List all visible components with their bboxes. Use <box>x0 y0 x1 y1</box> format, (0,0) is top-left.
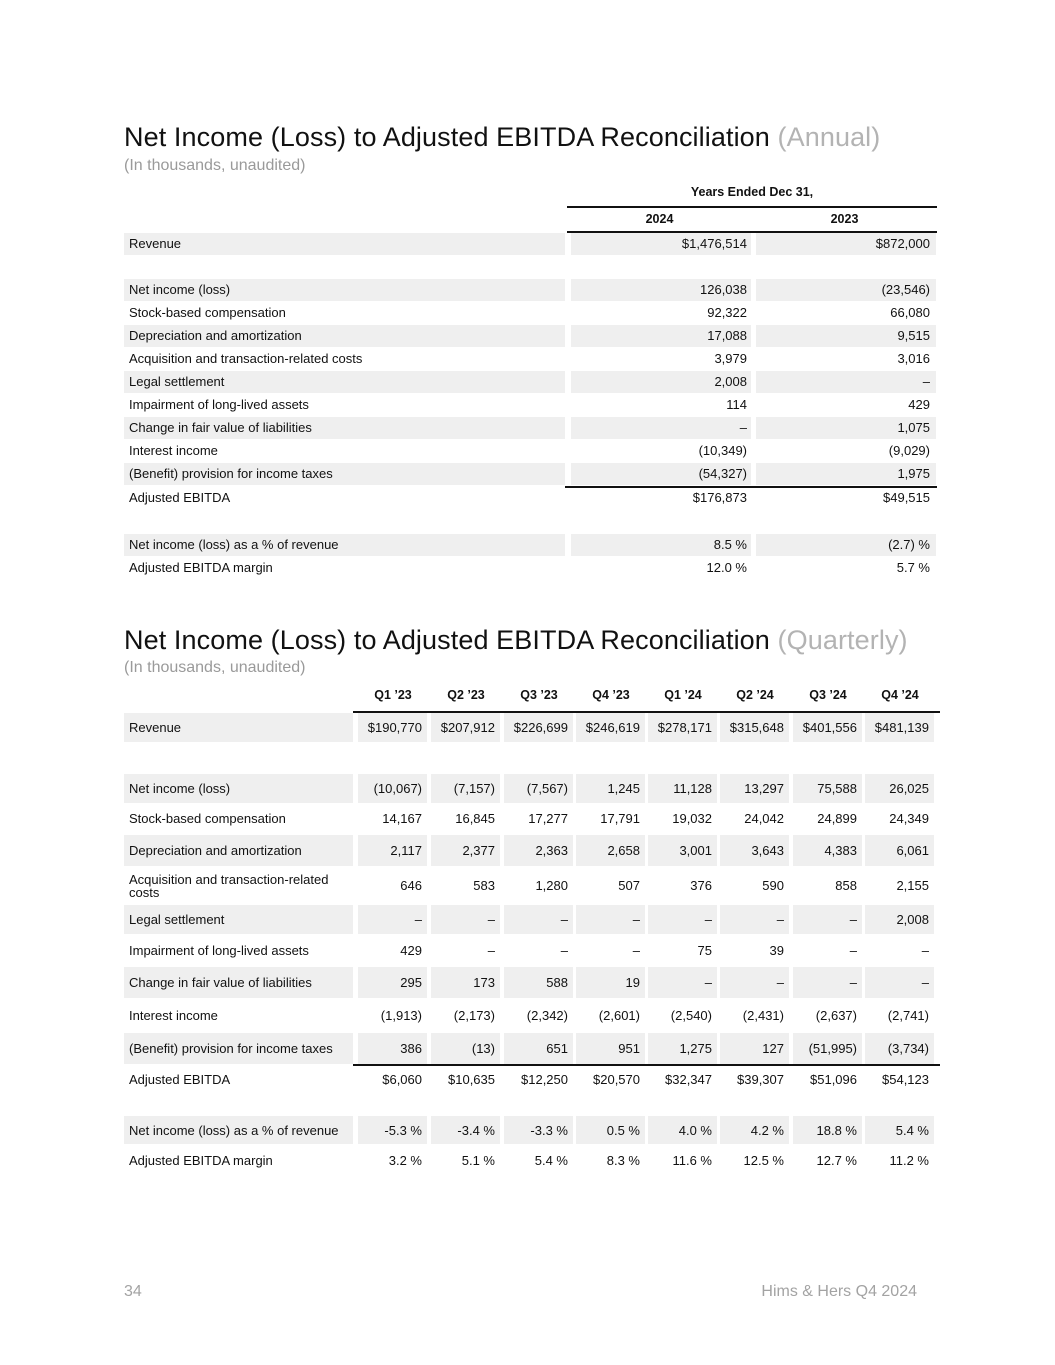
row-value: 588 <box>504 967 573 998</box>
row-value: $1,476,514 <box>571 233 751 255</box>
row-value: (23,546) <box>756 279 936 301</box>
row-value: 9,515 <box>756 325 936 347</box>
row-value: (51,995) <box>793 1033 862 1064</box>
row-label: Impairment of long-lived assets <box>129 397 309 412</box>
row-label: Stock-based compensation <box>129 811 286 826</box>
row-label: Adjusted EBITDA <box>129 1071 231 1087</box>
table-row <box>124 905 940 934</box>
footer-brand: Hims & Hers Q4 2024 <box>761 1283 917 1300</box>
row-value: 126,038 <box>571 279 751 301</box>
row-label: Legal settlement <box>124 371 565 393</box>
row-label: Depreciation and amortization <box>124 835 353 866</box>
row-value: 14,167 <box>382 811 422 826</box>
row-value: – <box>358 905 427 934</box>
table-row <box>124 348 936 371</box>
row-value: 92,322 <box>707 305 747 320</box>
table-row <box>124 534 936 557</box>
row-value: $278,171 <box>648 713 717 742</box>
row-value: 8.3 % <box>606 1152 640 1168</box>
row-label: Adjusted EBITDA margin <box>129 560 273 575</box>
row-value: – <box>431 905 500 934</box>
row-value: – <box>756 371 936 393</box>
row-value: 429 <box>908 397 930 412</box>
row-value: -3.4 % <box>431 1116 500 1144</box>
row-value: $226,699 <box>504 713 573 742</box>
row-value: 13,297 <box>720 774 789 803</box>
row-value: 12.5 % <box>743 1152 784 1168</box>
row-value: $401,556 <box>793 713 862 742</box>
table-row <box>124 1033 940 1064</box>
annual-col-2024: 2024 <box>645 212 674 226</box>
row-value: 295 <box>358 967 427 998</box>
row-value: $176,873 <box>692 490 747 505</box>
row-value: 3.2 % <box>388 1152 422 1168</box>
row-value: 75,588 <box>793 774 862 803</box>
row-value: (2,601) <box>598 1008 640 1023</box>
annual-col-2023: 2023 <box>830 212 859 226</box>
table-row <box>124 279 936 302</box>
row-value: $54,123 <box>882 1071 929 1087</box>
row-value: 858 <box>835 878 857 893</box>
row-value: $49,515 <box>883 490 930 505</box>
row-value: 1,245 <box>576 774 645 803</box>
annual-title <box>124 122 880 153</box>
row-value: 5.1 % <box>461 1152 495 1168</box>
annual-subtitle: (In thousands, unaudited) <box>124 157 306 174</box>
row-value: 1,275 <box>648 1033 717 1064</box>
row-value: (2,342) <box>526 1008 568 1023</box>
row-value: (2,431) <box>742 1008 784 1023</box>
row-value: 3,016 <box>897 351 930 366</box>
row-value: 1,075 <box>756 417 936 439</box>
quarterly-col-header: Q1 ’23 <box>374 688 412 702</box>
table-row <box>124 713 940 742</box>
row-label: Change in fair value of liabilities <box>124 417 565 439</box>
row-value: 6,061 <box>865 835 934 866</box>
row-value: – <box>793 967 862 998</box>
row-value: – <box>720 967 789 998</box>
table-row <box>124 1000 940 1031</box>
page-number: 34 <box>124 1283 142 1300</box>
row-label: Revenue <box>124 233 565 255</box>
annual-period-header: Years Ended Dec 31, <box>690 185 814 199</box>
row-label: (Benefit) provision for income taxes <box>124 1033 353 1064</box>
quarterly-col-header: Q3 ’24 <box>809 688 847 702</box>
row-value: 17,791 <box>600 811 640 826</box>
row-value: (13) <box>431 1033 500 1064</box>
row-label: Change in fair value of liabilities <box>124 967 353 998</box>
row-value: – <box>632 943 640 958</box>
row-value: 590 <box>762 878 784 893</box>
row-value: – <box>487 943 495 958</box>
row-label: Interest income <box>129 1008 218 1023</box>
row-label: Adjusted EBITDA <box>129 490 231 505</box>
row-label: Revenue <box>124 713 353 742</box>
quarterly-col-header: Q1 ’24 <box>664 688 702 702</box>
annual-header-rule <box>567 206 937 208</box>
row-value: (1,913) <box>380 1008 422 1023</box>
table-row <box>124 302 936 325</box>
row-value: $190,770 <box>358 713 427 742</box>
row-label: Net income (loss) as a % of revenue <box>124 1116 353 1144</box>
row-label: Legal settlement <box>124 905 353 934</box>
row-value: 1,280 <box>535 878 568 893</box>
row-value: 4.0 % <box>648 1116 717 1144</box>
row-value: $481,139 <box>865 713 934 742</box>
row-label: Net income (loss) <box>124 279 565 301</box>
row-value: 386 <box>358 1033 427 1064</box>
row-value: – <box>648 905 717 934</box>
row-value: 429 <box>400 943 422 958</box>
quarterly-col-header: Q2 ’23 <box>447 688 485 702</box>
row-value: $246,619 <box>576 713 645 742</box>
row-value: 4,383 <box>793 835 862 866</box>
row-value: 8.5 % <box>571 534 751 556</box>
row-label: Stock-based compensation <box>129 305 286 320</box>
row-value: -5.3 % <box>358 1116 427 1144</box>
quarterly-col-header: Q4 ’23 <box>592 688 630 702</box>
row-value: $6,060 <box>382 1071 422 1087</box>
table-row <box>124 1146 940 1174</box>
table-row <box>124 1116 940 1144</box>
row-value: 4.2 % <box>720 1116 789 1144</box>
row-value: (2,173) <box>453 1008 495 1023</box>
row-value: – <box>504 905 573 934</box>
table-row <box>124 835 940 866</box>
row-value: $20,570 <box>593 1071 640 1087</box>
row-value: 2,658 <box>576 835 645 866</box>
row-value: $872,000 <box>756 233 936 255</box>
row-value: (7,157) <box>431 774 500 803</box>
row-value: – <box>793 905 862 934</box>
quarterly-col-header: Q2 ’24 <box>736 688 774 702</box>
row-value: 951 <box>576 1033 645 1064</box>
row-value: 5.4 % <box>534 1152 568 1168</box>
row-value: 5.4 % <box>865 1116 934 1144</box>
row-value: 11.2 % <box>889 1152 929 1168</box>
row-value: 24,042 <box>744 811 784 826</box>
table-row <box>124 774 940 803</box>
row-value: 3,979 <box>714 351 747 366</box>
row-label: Adjusted EBITDA margin <box>129 1152 273 1168</box>
row-value: 26,025 <box>865 774 934 803</box>
row-value: 17,088 <box>571 325 751 347</box>
row-value: (10,067) <box>358 774 427 803</box>
row-value: – <box>921 943 929 958</box>
row-value: (2,637) <box>815 1008 857 1023</box>
row-value: 11,128 <box>648 774 717 803</box>
row-value: – <box>571 417 751 439</box>
row-value: 583 <box>473 878 495 893</box>
row-label: Depreciation and amortization <box>124 325 565 347</box>
quarterly-title <box>124 625 908 656</box>
row-value: 19,032 <box>672 811 712 826</box>
row-value: – <box>648 967 717 998</box>
row-value: 173 <box>431 967 500 998</box>
table-row <box>124 804 940 833</box>
table-row <box>124 1066 940 1092</box>
row-value: 2,008 <box>571 371 751 393</box>
row-value: 12.7 % <box>816 1152 857 1168</box>
row-value: 17,277 <box>528 811 568 826</box>
row-value: 2,117 <box>358 835 427 866</box>
row-value: 16,845 <box>455 811 495 826</box>
row-value: 507 <box>618 878 640 893</box>
row-value: 2,363 <box>504 835 573 866</box>
row-value: 5.7 % <box>896 560 930 575</box>
quarterly-title-tag: (Quarterly) <box>777 625 908 655</box>
row-value: 1,975 <box>756 463 936 485</box>
row-value: 0.5 % <box>576 1116 645 1144</box>
row-label: Net income (loss) <box>124 774 353 803</box>
row-value: (2.7) % <box>756 534 936 556</box>
table-row <box>124 463 936 486</box>
row-value: $315,648 <box>720 713 789 742</box>
row-value: $12,250 <box>521 1071 568 1087</box>
row-value: 3,643 <box>720 835 789 866</box>
row-value: 114 <box>726 397 747 412</box>
row-label: Net income (loss) as a % of revenue <box>124 534 565 556</box>
table-row <box>124 325 936 348</box>
row-value: – <box>720 905 789 934</box>
annual-title-main: Net Income (Loss) to Adjusted EBITDA Reconciliation <box>124 122 770 152</box>
row-value: 2,008 <box>865 905 934 934</box>
row-label: Acquisition and transaction-related costs <box>129 871 329 900</box>
table-row <box>124 417 936 440</box>
row-value: $10,635 <box>448 1071 495 1087</box>
row-value: – <box>849 943 857 958</box>
row-value: 18.8 % <box>793 1116 862 1144</box>
row-value: 376 <box>690 878 712 893</box>
row-value: (3,734) <box>865 1033 934 1064</box>
row-value: 75 <box>697 943 712 958</box>
table-row <box>124 967 940 998</box>
row-label: Interest income <box>129 443 218 458</box>
row-value: 2,155 <box>896 878 929 893</box>
row-value: (10,349) <box>698 443 747 458</box>
table-row <box>124 868 940 903</box>
row-value: $32,347 <box>665 1071 712 1087</box>
row-value: (7,567) <box>504 774 573 803</box>
table-row <box>124 394 936 417</box>
annual-title-tag: (Annual) <box>777 122 881 152</box>
table-row <box>124 233 936 256</box>
table-row <box>124 371 936 394</box>
row-value: 2,377 <box>431 835 500 866</box>
quarterly-col-header: Q3 ’23 <box>520 688 558 702</box>
row-value: 24,899 <box>817 811 857 826</box>
row-value: $51,096 <box>810 1071 857 1087</box>
row-value: 651 <box>504 1033 573 1064</box>
row-value: – <box>560 943 568 958</box>
table-row <box>124 487 936 510</box>
row-value: 66,080 <box>890 305 930 320</box>
table-row <box>124 440 936 463</box>
row-value: $207,912 <box>431 713 500 742</box>
quarterly-col-header: Q4 ’24 <box>881 688 919 702</box>
row-value: (54,327) <box>571 463 751 485</box>
table-row <box>124 936 940 965</box>
row-value: – <box>576 905 645 934</box>
row-value: 19 <box>576 967 645 998</box>
row-value: 3,001 <box>648 835 717 866</box>
row-value: 646 <box>400 878 422 893</box>
quarterly-title-main: Net Income (Loss) to Adjusted EBITDA Reconciliation <box>124 625 770 655</box>
table-row <box>124 557 936 580</box>
row-value: 11.6 % <box>672 1152 712 1168</box>
row-value: 12.0 % <box>706 560 747 575</box>
row-value: (2,540) <box>670 1008 712 1023</box>
row-value: 127 <box>720 1033 789 1064</box>
row-value: (2,741) <box>887 1008 929 1023</box>
row-value: – <box>865 967 934 998</box>
row-label: Acquisition and transaction-related costs <box>129 351 363 366</box>
row-label: Impairment of long-lived assets <box>129 943 309 958</box>
row-value: -3.3 % <box>504 1116 573 1144</box>
quarterly-subtitle: (In thousands, unaudited) <box>124 659 306 676</box>
row-label: (Benefit) provision for income taxes <box>124 463 565 485</box>
row-value: $39,307 <box>737 1071 784 1087</box>
row-value: (9,029) <box>888 443 930 458</box>
row-value: 39 <box>769 943 784 958</box>
row-value: 24,349 <box>889 811 929 826</box>
